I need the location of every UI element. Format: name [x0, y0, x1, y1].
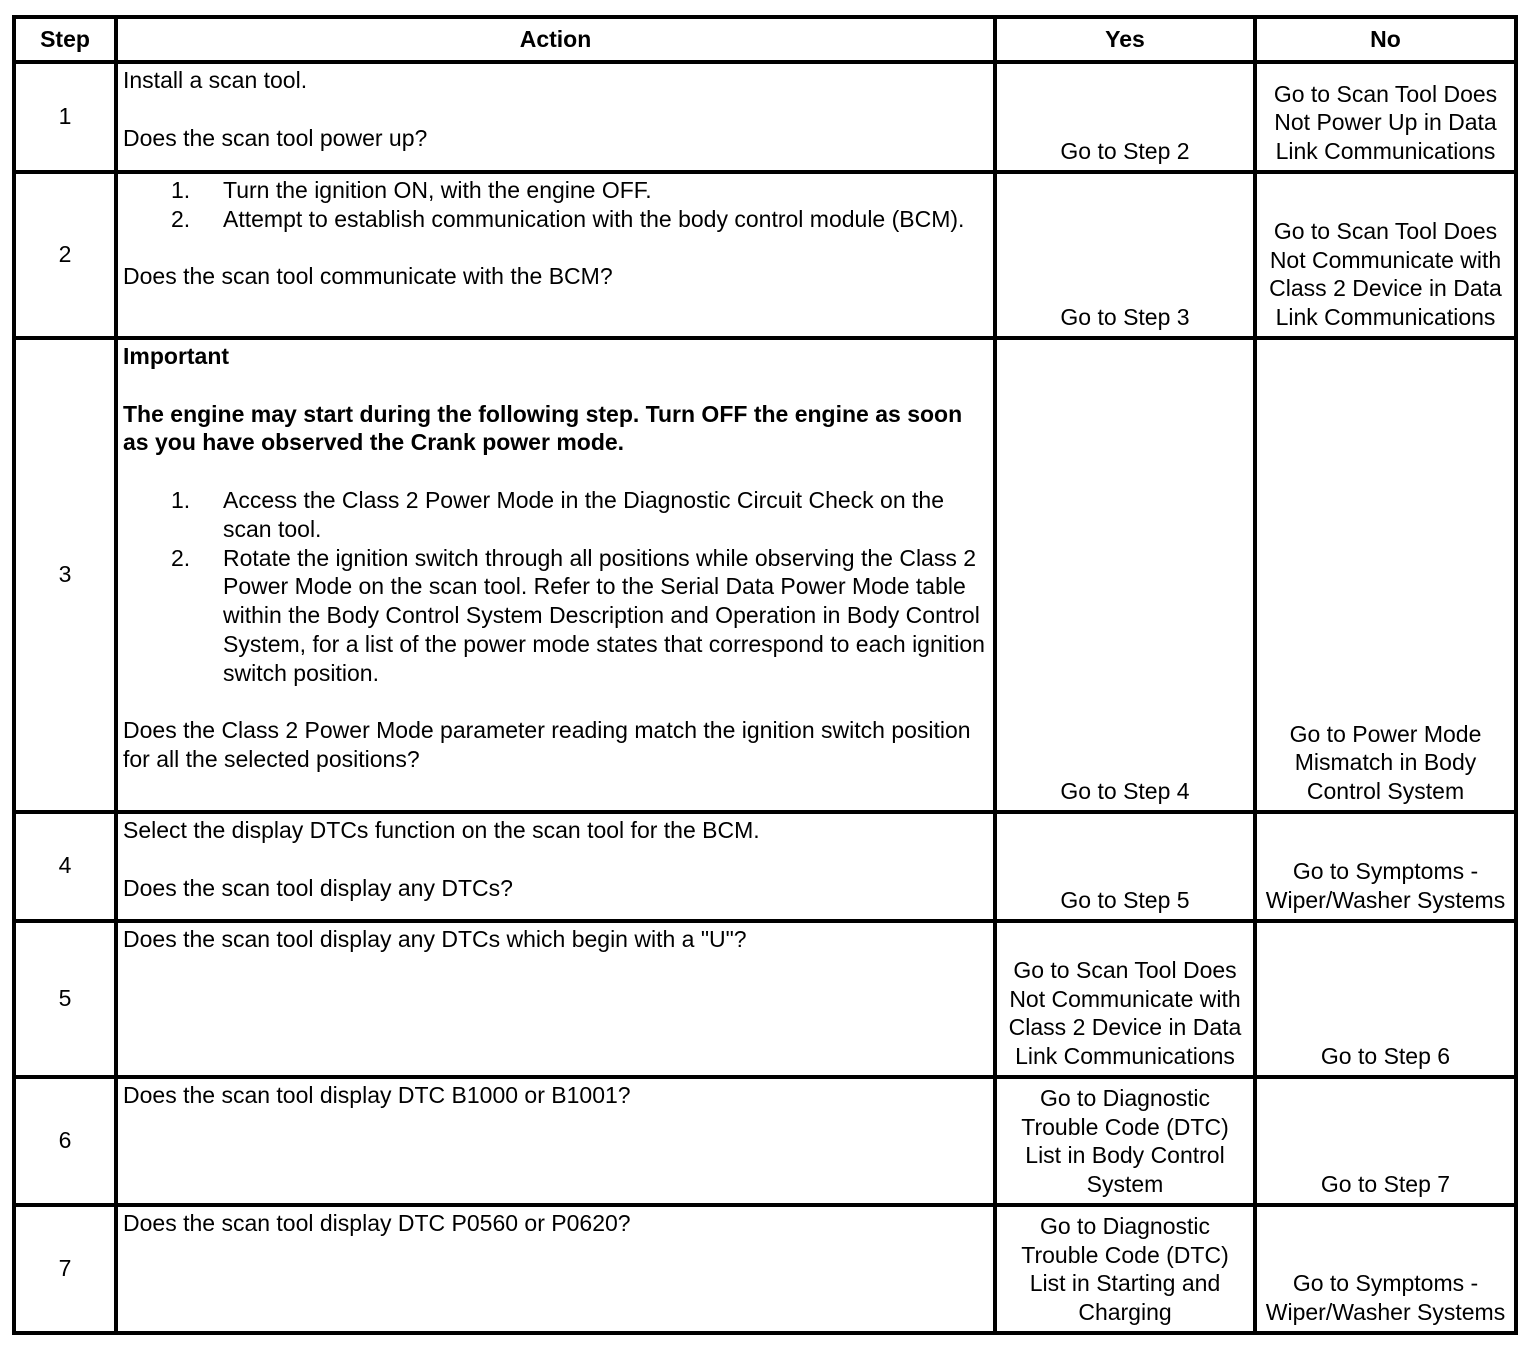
procedure-number: 2. — [171, 205, 191, 232]
procedure-number: 1. — [171, 486, 191, 513]
no-result: Go to Step 7 — [1255, 1077, 1516, 1205]
table-row — [14, 338, 1516, 812]
action-question: Does the scan tool display any DTCs? — [123, 874, 513, 901]
action-question: Does the scan tool display DTC P0560 or P0620? — [123, 1210, 631, 1236]
action-cell — [116, 1077, 995, 1205]
no-result: Go to Symptoms - Wiper/Washer Systems — [1255, 1205, 1516, 1333]
no-result: Go to Scan Tool Does Not Power Up in Data Link Communications — [1255, 62, 1516, 172]
table-row — [14, 812, 1516, 921]
action-question: Does the scan tool communicate with the BCM? — [123, 263, 613, 290]
table-row — [14, 1205, 1516, 1333]
procedure-text: Turn the ignition ON, with the engine OFF. — [223, 177, 652, 203]
step-number: 3 — [14, 338, 116, 812]
table-row — [14, 1077, 1516, 1205]
header-yes: Yes — [995, 17, 1255, 62]
no-result: Go to Scan Tool Does Not Communicate with Class 2 Device in Data Link Communications — [1255, 172, 1516, 338]
procedure-item — [123, 544, 988, 688]
header-row — [14, 17, 1516, 62]
yes-result: Go to Diagnostic Trouble Code (DTC) List in Body Control System — [995, 1077, 1255, 1205]
action-instruction: Install a scan tool. — [123, 67, 308, 93]
action-question: Does the scan tool display DTC B1000 or B1001? — [123, 1082, 631, 1108]
action-question: Does the Class 2 Power Mode parameter reading match the ignition switch position for all the selected positions? — [123, 717, 971, 773]
step-number: 6 — [14, 1077, 116, 1205]
procedure-number: 2. — [171, 544, 191, 571]
action-instruction: Select the display DTCs function on the scan tool for the BCM. — [123, 817, 760, 843]
action-cell — [116, 921, 995, 1077]
yes-result: Go to Step 5 — [995, 812, 1255, 921]
table-row — [14, 62, 1516, 172]
procedure-list — [123, 176, 988, 234]
action-cell — [116, 172, 995, 338]
important-label: Important — [123, 343, 230, 369]
yes-result: Go to Step 2 — [995, 62, 1255, 172]
action-cell — [116, 338, 995, 812]
no-result: Go to Symptoms - Wiper/Washer Systems — [1255, 812, 1516, 921]
no-result: Go to Power Mode Mismatch in Body Control System — [1255, 338, 1516, 812]
action-question: Does the scan tool power up? — [123, 124, 428, 151]
procedure-text: Rotate the ignition switch through all positions while observing the Class 2 Power Mode on the scan tool. Refer to the Serial Data Power Mode table within the Body Control System Description and Operation in Body Control System, for a list of the power mode states that correspond to each ignition switch position. — [223, 544, 985, 686]
header-step: Step — [14, 17, 116, 62]
table-row — [14, 921, 1516, 1077]
yes-result: Go to Diagnostic Trouble Code (DTC) List in Starting and Charging — [995, 1205, 1255, 1333]
action-cell — [116, 812, 995, 921]
procedure-number: 1. — [171, 177, 191, 203]
step-number: 1 — [14, 62, 116, 172]
step-number: 5 — [14, 921, 116, 1077]
step-number: 4 — [14, 812, 116, 921]
diagnostic-table — [12, 15, 1518, 1335]
action-cell — [116, 62, 995, 172]
action-question: Does the scan tool display any DTCs which begin with a "U"? — [123, 926, 747, 952]
yes-result: Go to Step 4 — [995, 338, 1255, 812]
action-cell — [116, 1205, 995, 1333]
procedure-list — [123, 486, 988, 688]
header-no: No — [1255, 17, 1516, 62]
procedure-item — [123, 205, 988, 234]
step-number: 2 — [14, 172, 116, 338]
header-action: Action — [116, 17, 995, 62]
yes-result: Go to Step 3 — [995, 172, 1255, 338]
yes-result: Go to Scan Tool Does Not Communicate with Class 2 Device in Data Link Communications — [995, 921, 1255, 1077]
procedure-text: Attempt to establish communication with the body control module (BCM). — [223, 205, 965, 232]
important-note: The engine may start during the following step. Turn OFF the engine as soon as you have observed the Crank power mode. — [123, 400, 963, 456]
table-row — [14, 172, 1516, 338]
no-result: Go to Step 6 — [1255, 921, 1516, 1077]
procedure-text: Access the Class 2 Power Mode in the Diagnostic Circuit Check on the scan tool. — [223, 486, 944, 542]
step-number: 7 — [14, 1205, 116, 1333]
procedure-item — [123, 176, 988, 205]
procedure-item — [123, 486, 988, 544]
